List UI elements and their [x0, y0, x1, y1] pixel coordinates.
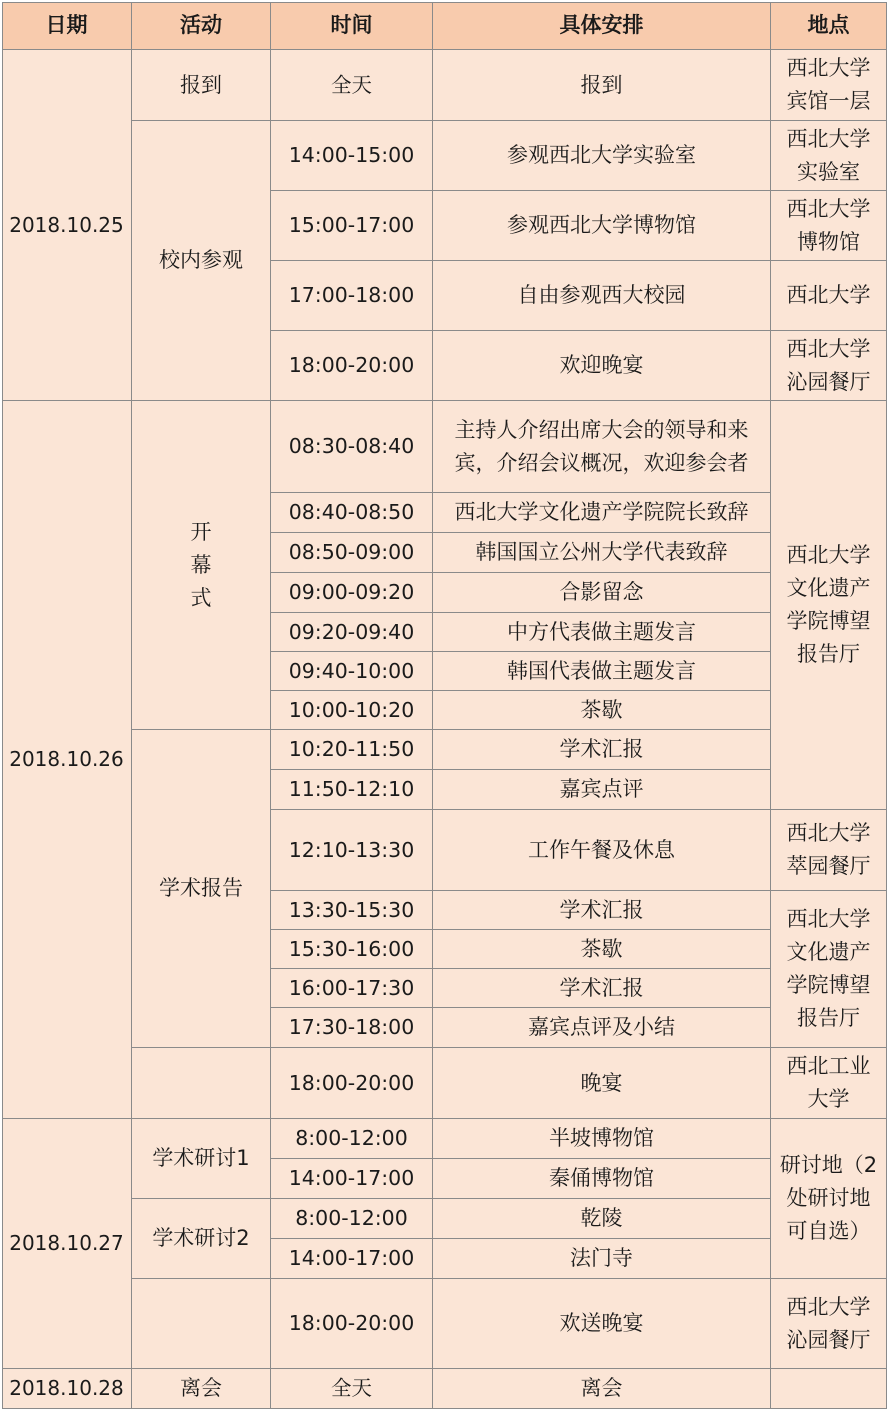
time-cell: 15:00-17:00 — [271, 191, 433, 261]
time-cell: 14:00-17:00 — [271, 1159, 433, 1199]
header-date: 日期 — [2, 2, 132, 50]
time-cell: 08:50-09:00 — [271, 533, 433, 573]
detail-cell: 离会 — [433, 1369, 771, 1409]
activity-cell — [132, 1048, 271, 1119]
time-cell: 全天 — [271, 1369, 433, 1409]
detail-cell: 嘉宾点评 — [433, 770, 771, 810]
date-cell: 2018.10.27 — [2, 1119, 132, 1369]
time-cell: 08:40-08:50 — [271, 493, 433, 533]
time-cell: 17:00-18:00 — [271, 261, 433, 331]
detail-cell: 工作午餐及休息 — [433, 810, 771, 891]
table-border-left — [2, 2, 3, 1409]
time-cell: 11:50-12:10 — [271, 770, 433, 810]
time-cell: 14:00-15:00 — [271, 121, 433, 191]
date-cell: 2018.10.25 — [2, 50, 132, 401]
time-cell: 8:00-12:00 — [271, 1119, 433, 1159]
detail-cell: 茶歇 — [433, 691, 771, 730]
detail-cell: 欢送晚宴 — [433, 1279, 771, 1369]
location-cell: 研讨地（2处研讨地可自选） — [771, 1119, 887, 1279]
activity-cell: 开 幕 式 — [132, 401, 271, 730]
time-cell: 17:30-18:00 — [271, 1008, 433, 1048]
activity-cell: 校内参观 — [132, 121, 271, 401]
location-cell: 西北大学实验室 — [771, 121, 887, 191]
detail-cell: 西北大学文化遗产学院院长致辞 — [433, 493, 771, 533]
detail-cell: 学术汇报 — [433, 969, 771, 1008]
time-cell: 13:30-15:30 — [271, 891, 433, 930]
detail-cell: 茶歇 — [433, 930, 771, 969]
location-cell: 西北大学宾馆一层 — [771, 50, 887, 121]
time-cell: 15:30-16:00 — [271, 930, 433, 969]
location-cell: 西北大学 — [771, 261, 887, 331]
time-cell: 14:00-17:00 — [271, 1239, 433, 1279]
location-cell: 西北工业大学 — [771, 1048, 887, 1119]
location-cell: 西北大学博物馆 — [771, 191, 887, 261]
header-location: 地点 — [771, 2, 887, 50]
location-cell: 西北大学文化遗产学院博望报告厅 — [771, 401, 887, 810]
detail-cell: 秦俑博物馆 — [433, 1159, 771, 1199]
time-cell: 全天 — [271, 50, 433, 121]
header-activity: 活动 — [132, 2, 271, 50]
time-cell: 18:00-20:00 — [271, 331, 433, 401]
detail-cell: 晚宴 — [433, 1048, 771, 1119]
detail-cell: 半坡博物馆 — [433, 1119, 771, 1159]
header-time: 时间 — [271, 2, 433, 50]
activity-cell: 学术报告 — [132, 730, 271, 1048]
time-cell: 10:20-11:50 — [271, 730, 433, 770]
date-cell: 2018.10.26 — [2, 401, 132, 1119]
detail-cell: 乾陵 — [433, 1199, 771, 1239]
detail-cell: 报到 — [433, 50, 771, 121]
activity-cell: 离会 — [132, 1369, 271, 1409]
detail-cell: 欢迎晚宴 — [433, 331, 771, 401]
date-cell: 2018.10.28 — [2, 1369, 132, 1409]
detail-cell: 参观西北大学实验室 — [433, 121, 771, 191]
detail-cell: 韩国国立公州大学代表致辞 — [433, 533, 771, 573]
detail-cell: 学术汇报 — [433, 730, 771, 770]
detail-cell: 合影留念 — [433, 573, 771, 613]
detail-cell: 中方代表做主题发言 — [433, 613, 771, 652]
location-cell: 西北大学萃园餐厅 — [771, 810, 887, 891]
time-cell: 10:00-10:20 — [271, 691, 433, 730]
location-cell: 西北大学沁园餐厅 — [771, 1279, 887, 1369]
time-cell: 09:00-09:20 — [271, 573, 433, 613]
activity-cell: 学术研讨2 — [132, 1199, 271, 1279]
detail-cell: 韩国代表做主题发言 — [433, 652, 771, 691]
detail-cell: 自由参观西大校园 — [433, 261, 771, 331]
detail-cell: 法门寺 — [433, 1239, 771, 1279]
time-cell: 09:40-10:00 — [271, 652, 433, 691]
header-detail: 具体安排 — [433, 2, 771, 50]
table-border-top — [2, 2, 887, 3]
location-cell: 西北大学沁园餐厅 — [771, 331, 887, 401]
detail-cell: 主持人介绍出席大会的领导和来宾，介绍会议概况，欢迎参会者 — [433, 401, 771, 493]
location-cell — [771, 1369, 887, 1409]
time-cell: 12:10-13:30 — [271, 810, 433, 891]
detail-cell: 参观西北大学博物馆 — [433, 191, 771, 261]
activity-cell: 报到 — [132, 50, 271, 121]
time-cell: 18:00-20:00 — [271, 1279, 433, 1369]
activity-cell — [132, 1279, 271, 1369]
time-cell: 09:20-09:40 — [271, 613, 433, 652]
activity-cell: 学术研讨1 — [132, 1119, 271, 1199]
detail-cell: 嘉宾点评及小结 — [433, 1008, 771, 1048]
time-cell: 8:00-12:00 — [271, 1199, 433, 1239]
time-cell: 16:00-17:30 — [271, 969, 433, 1008]
time-cell: 18:00-20:00 — [271, 1048, 433, 1119]
location-cell: 西北大学文化遗产学院博望报告厅 — [771, 891, 887, 1048]
time-cell: 08:30-08:40 — [271, 401, 433, 493]
detail-cell: 学术汇报 — [433, 891, 771, 930]
